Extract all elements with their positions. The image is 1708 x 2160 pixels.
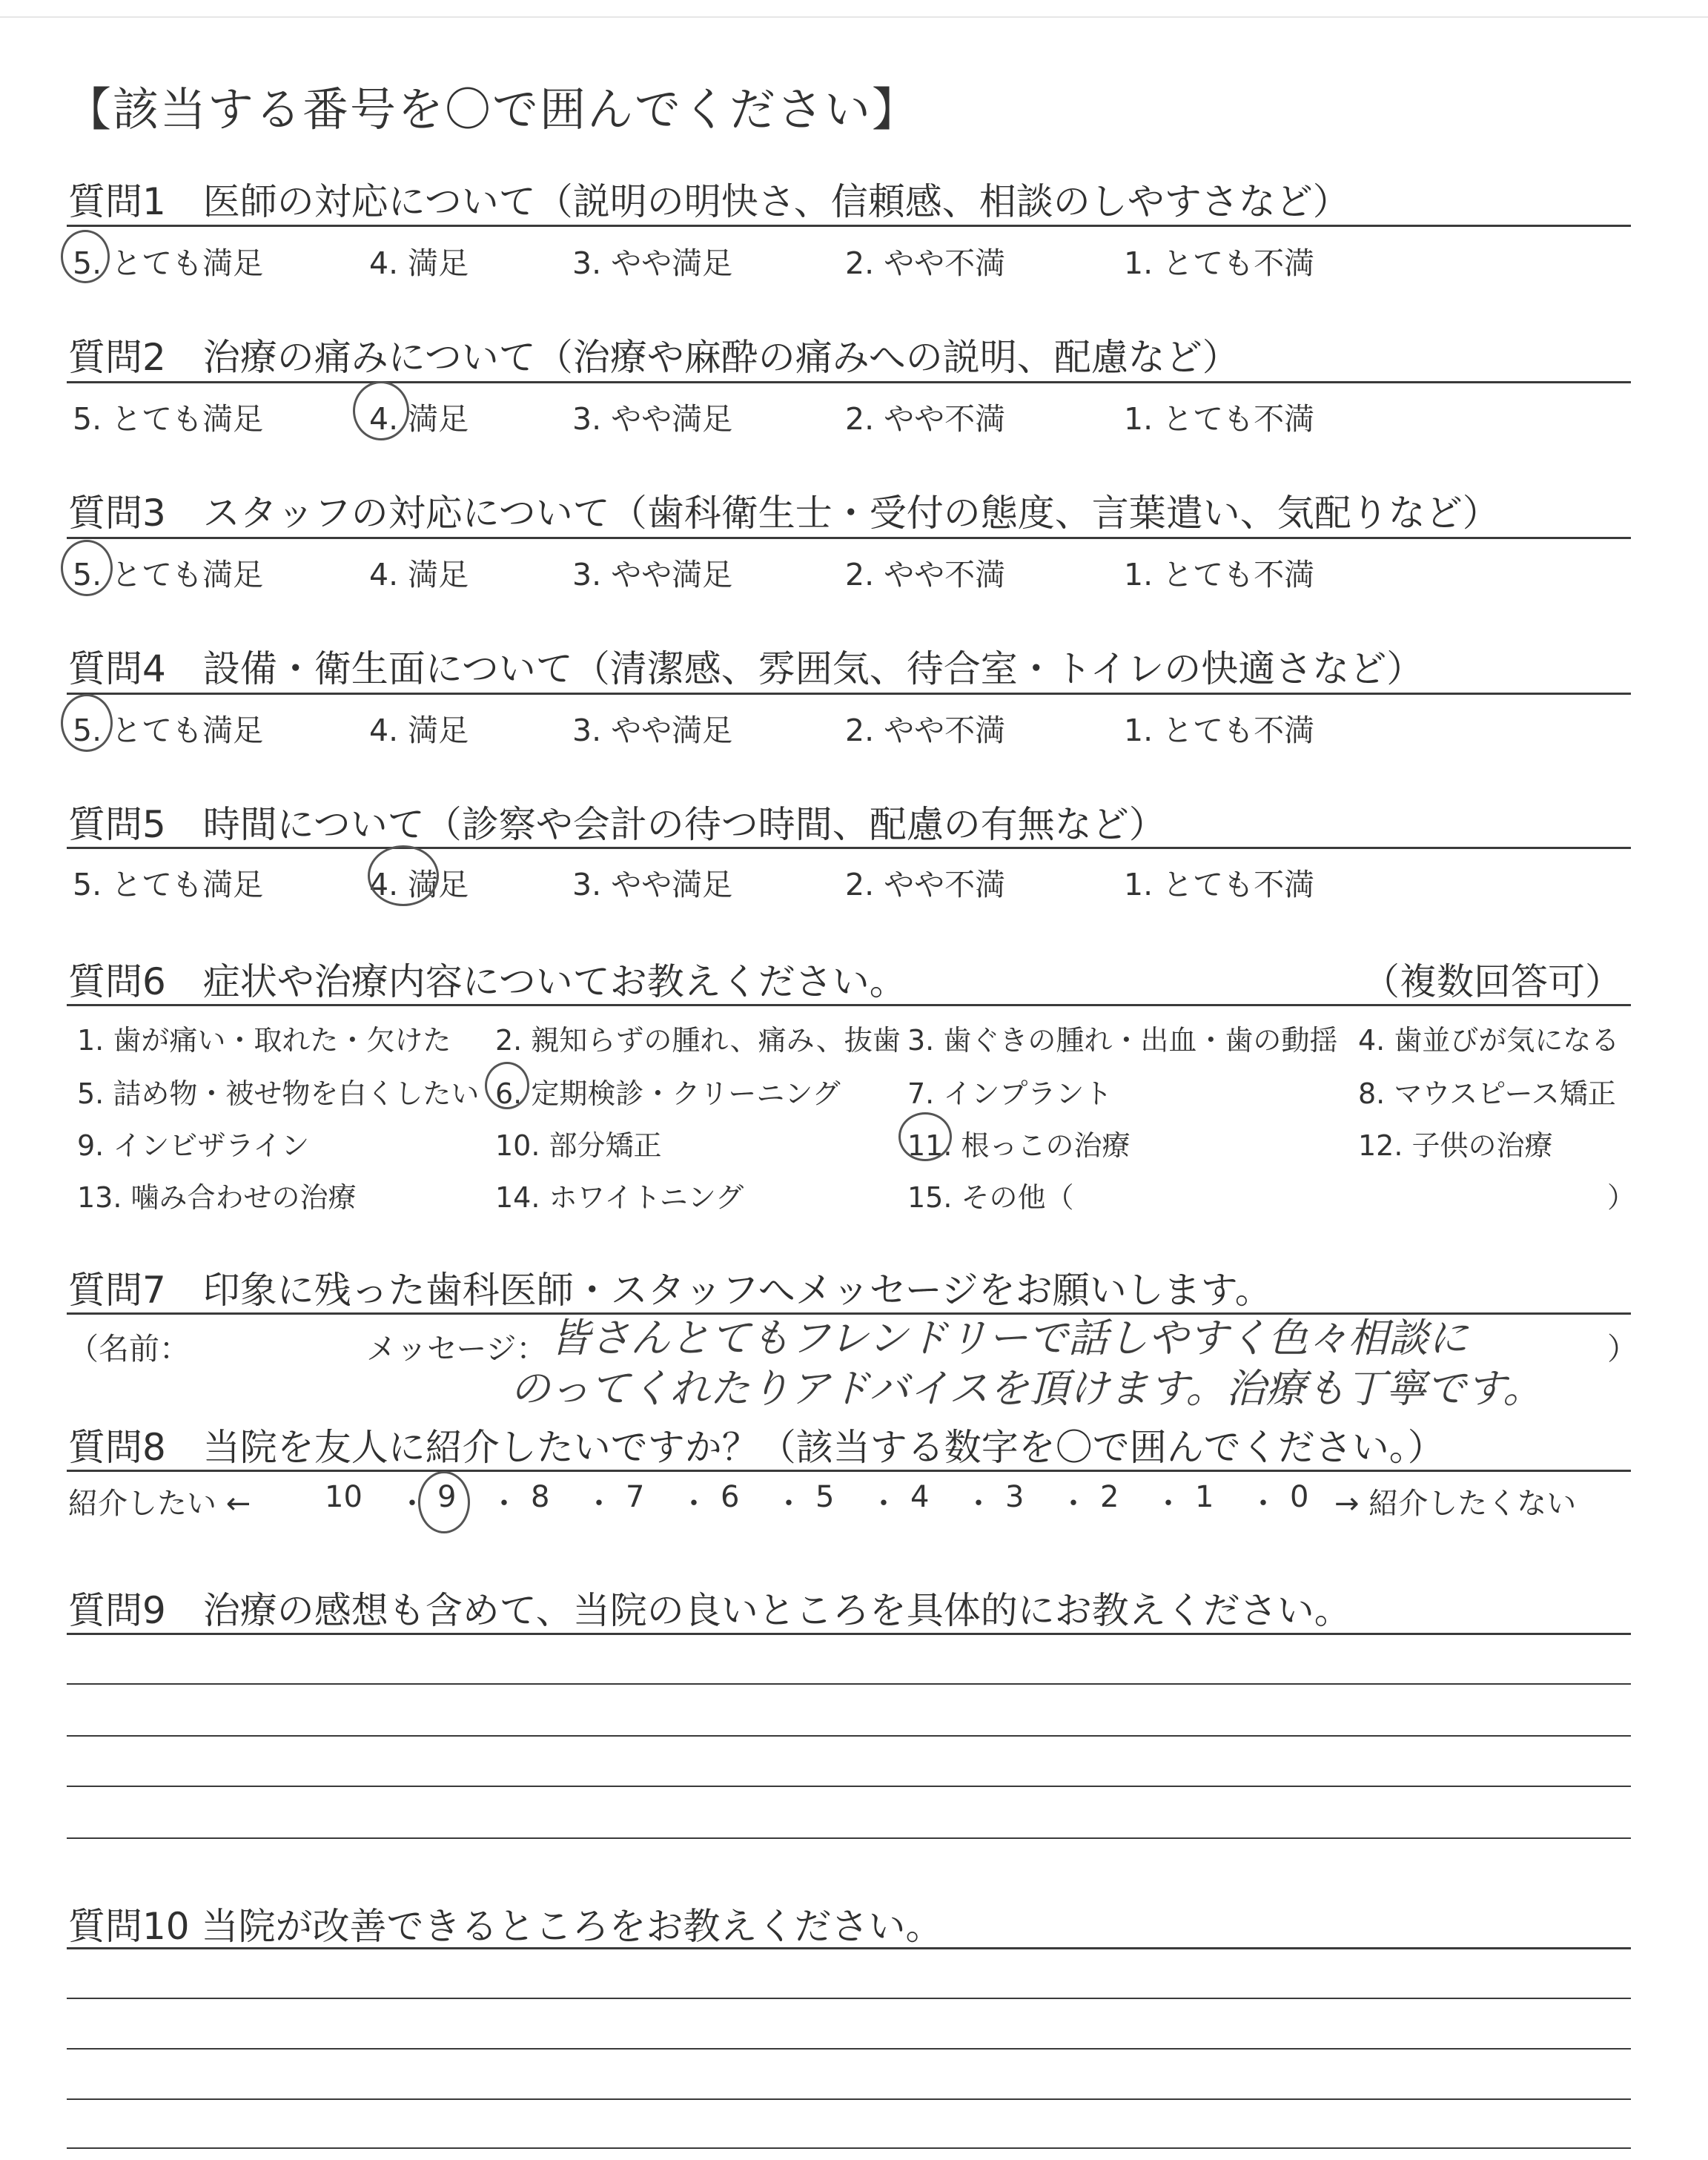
q6-option-10[interactable]: 10. 部分矯正	[495, 1129, 662, 1162]
q1-option-3[interactable]: 3. やや満足	[572, 245, 733, 281]
q1-option-5[interactable]: 5. とても満足	[73, 245, 264, 281]
q8-rule	[67, 1470, 1631, 1472]
q7-name-label: （名前：	[68, 1331, 190, 1367]
q6-multiple-answers-note: （複数回答可）	[1363, 960, 1622, 1003]
q8-dot: ・	[1153, 1487, 1183, 1521]
form-instruction-title: 【該当する番号を〇で囲んでください】	[65, 82, 920, 136]
q10-answer-line-4[interactable]	[67, 2098, 1631, 2100]
q5-option-2[interactable]: 2. やや不満	[845, 867, 1006, 902]
q5-option-4[interactable]: 4. 満足	[369, 867, 469, 902]
q9-answer-line-4[interactable]	[67, 1786, 1631, 1787]
q6-title: 質問6 症状や治療内容についてお教えください。	[68, 960, 907, 1003]
q1-option-4[interactable]: 4. 満足	[369, 245, 469, 281]
q7-title: 質問7 印象に残った歯科医師・スタッフへメッセージをお願いします。	[68, 1269, 1272, 1312]
q3-title: 質問3 スタッフの対応について（歯科衛生士・受付の態度、言葉遣い、気配りなど）	[68, 492, 1500, 535]
q8-scale-6[interactable]: 6	[721, 1480, 740, 1514]
q5-title: 質問5 時間について（診察や会計の待つ時間、配慮の有無など）	[68, 803, 1166, 846]
q10-answer-line-1	[67, 1947, 1631, 1949]
q8-dot: ・	[489, 1487, 519, 1521]
q6-option-9[interactable]: 9. インビザライン	[77, 1129, 310, 1162]
q5-option-1[interactable]: 1. とても不満	[1124, 867, 1315, 902]
q6-option-2[interactable]: 2. 親知らずの腫れ、痛み、抜歯	[495, 1024, 901, 1057]
q8-scale-2[interactable]: 2	[1100, 1480, 1119, 1514]
q3-option-4[interactable]: 4. 満足	[369, 557, 469, 592]
q8-scale-4[interactable]: 4	[910, 1480, 930, 1514]
q7-message-label: メッセージ：	[366, 1331, 547, 1367]
q6-option-6[interactable]: 6. 定期検診・クリーニング	[495, 1077, 841, 1110]
q8-scale-0[interactable]: 0	[1290, 1480, 1309, 1514]
q2-option-3[interactable]: 3. やや満足	[572, 401, 733, 437]
q6-option-13[interactable]: 13. 噛み合わせの治療	[77, 1181, 357, 1214]
q8-dot: ・	[1248, 1487, 1278, 1521]
q4-option-5[interactable]: 5. とても満足	[73, 713, 264, 748]
q6-option-14[interactable]: 14. ホワイトニング	[495, 1181, 744, 1214]
q8-dot: ・	[964, 1487, 993, 1521]
q8-selection-circle	[418, 1471, 470, 1533]
q1-title: 質問1 医師の対応について（説明の明快さ、信頼感、相談のしやすさなど）	[68, 180, 1350, 223]
q6-option-15-close: ）	[1607, 1181, 1636, 1214]
q4-option-1[interactable]: 1. とても不満	[1124, 713, 1315, 748]
q8-scale-10[interactable]: 10	[325, 1480, 363, 1514]
q6-option-1[interactable]: 1. 歯が痛い・取れた・欠けた	[77, 1024, 451, 1057]
q6-option-15[interactable]: 15. その他（	[907, 1181, 1074, 1214]
q8-right-label: → 紹介したくない	[1334, 1487, 1577, 1521]
q6-selection-circle-11	[898, 1112, 952, 1161]
q6-option-8[interactable]: 8. マウスピース矯正	[1358, 1077, 1616, 1110]
q8-dot: ・	[679, 1487, 709, 1521]
q6-option-11[interactable]: 11. 根っこの治療	[907, 1129, 1131, 1162]
q8-dot: ・	[397, 1487, 427, 1521]
q4-option-3[interactable]: 3. やや満足	[572, 713, 733, 748]
q4-title: 質問4 設備・衛生面について（清潔感、雰囲気、待合室・トイレの快適さなど）	[68, 647, 1424, 690]
q5-rule	[67, 847, 1631, 849]
q5-option-3[interactable]: 3. やや満足	[572, 867, 733, 902]
scan-edge	[0, 0, 1708, 18]
q1-option-2[interactable]: 2. やや不満	[845, 245, 1006, 281]
q4-rule	[67, 693, 1631, 695]
q8-dot: ・	[774, 1487, 804, 1521]
q10-answer-line-5[interactable]	[67, 2147, 1631, 2149]
q6-option-3[interactable]: 3. 歯ぐきの腫れ・出血・歯の動揺	[907, 1024, 1338, 1057]
q7-handwritten-message-line1: 皆さんとてもフレンドリーで話しやすく色々相談に	[550, 1315, 1469, 1361]
q8-title: 質問8 当院を友人に紹介したいですか？（該当する数字を〇で囲んでください。）	[68, 1426, 1445, 1469]
q1-selection-circle	[61, 230, 110, 283]
q8-scale-8[interactable]: 8	[531, 1480, 550, 1514]
q1-option-1[interactable]: 1. とても不満	[1124, 245, 1315, 281]
q9-answer-line-1	[67, 1633, 1631, 1635]
q8-scale-9[interactable]: 9	[437, 1480, 457, 1514]
q8-dot: ・	[869, 1487, 898, 1521]
q8-left-label: 紹介したい ←	[68, 1487, 251, 1521]
q6-rule	[67, 1004, 1631, 1006]
q3-option-5[interactable]: 5. とても満足	[73, 557, 264, 592]
q2-option-4[interactable]: 4. 満足	[369, 401, 469, 437]
q6-option-5[interactable]: 5. 詰め物・被せ物を白くしたい	[77, 1077, 480, 1110]
q4-option-4[interactable]: 4. 満足	[369, 713, 469, 748]
q9-answer-line-2[interactable]	[67, 1683, 1631, 1685]
q2-option-2[interactable]: 2. やや不満	[845, 401, 1006, 437]
q9-answer-line-3[interactable]	[67, 1735, 1631, 1737]
q2-rule	[67, 381, 1631, 383]
q3-option-2[interactable]: 2. やや不満	[845, 557, 1006, 592]
q8-dot: ・	[584, 1487, 614, 1521]
q10-answer-line-2[interactable]	[67, 1998, 1631, 1999]
q8-scale-1[interactable]: 1	[1195, 1480, 1214, 1514]
q8-scale-3[interactable]: 3	[1005, 1480, 1025, 1514]
q8-scale-5[interactable]: 5	[815, 1480, 835, 1514]
q5-option-5[interactable]: 5. とても満足	[73, 867, 264, 902]
q3-selection-circle	[61, 540, 113, 596]
q6-option-4[interactable]: 4. 歯並びが気になる	[1358, 1024, 1620, 1057]
q4-option-2[interactable]: 2. やや不満	[845, 713, 1006, 748]
q2-title: 質問2 治療の痛みについて（治療や麻酔の痛みへの説明、配慮など）	[68, 336, 1239, 379]
q1-rule	[67, 225, 1631, 227]
q8-scale-7[interactable]: 7	[626, 1480, 645, 1514]
q8-dot: ・	[1059, 1487, 1088, 1521]
q2-option-5[interactable]: 5. とても満足	[73, 401, 264, 437]
q6-option-7[interactable]: 7. インプラント	[907, 1077, 1113, 1110]
q7-handwritten-message-line2: のってくれたりアドバイスを頂けます。治療も丁寧です。	[510, 1365, 1543, 1412]
q9-answer-line-5[interactable]	[67, 1837, 1631, 1839]
q2-option-1[interactable]: 1. とても不満	[1124, 401, 1315, 437]
q3-option-1[interactable]: 1. とても不満	[1124, 557, 1315, 592]
q5-selection-circle	[368, 845, 439, 906]
q6-selection-circle-6	[485, 1062, 529, 1109]
q7-close-paren: ）	[1607, 1331, 1638, 1367]
q9-title: 質問9 治療の感想も含めて、当院の良いところを具体的にお教えください。	[68, 1589, 1351, 1632]
q6-option-12[interactable]: 12. 子供の治療	[1358, 1129, 1553, 1162]
q3-option-3[interactable]: 3. やや満足	[572, 557, 733, 592]
q2-selection-circle	[353, 381, 409, 440]
q3-rule	[67, 537, 1631, 539]
q10-answer-line-3[interactable]	[67, 2048, 1631, 2050]
q4-selection-circle	[61, 694, 113, 752]
q10-title: 質問10 当院が改善できるところをお教えください。	[68, 1905, 943, 1948]
